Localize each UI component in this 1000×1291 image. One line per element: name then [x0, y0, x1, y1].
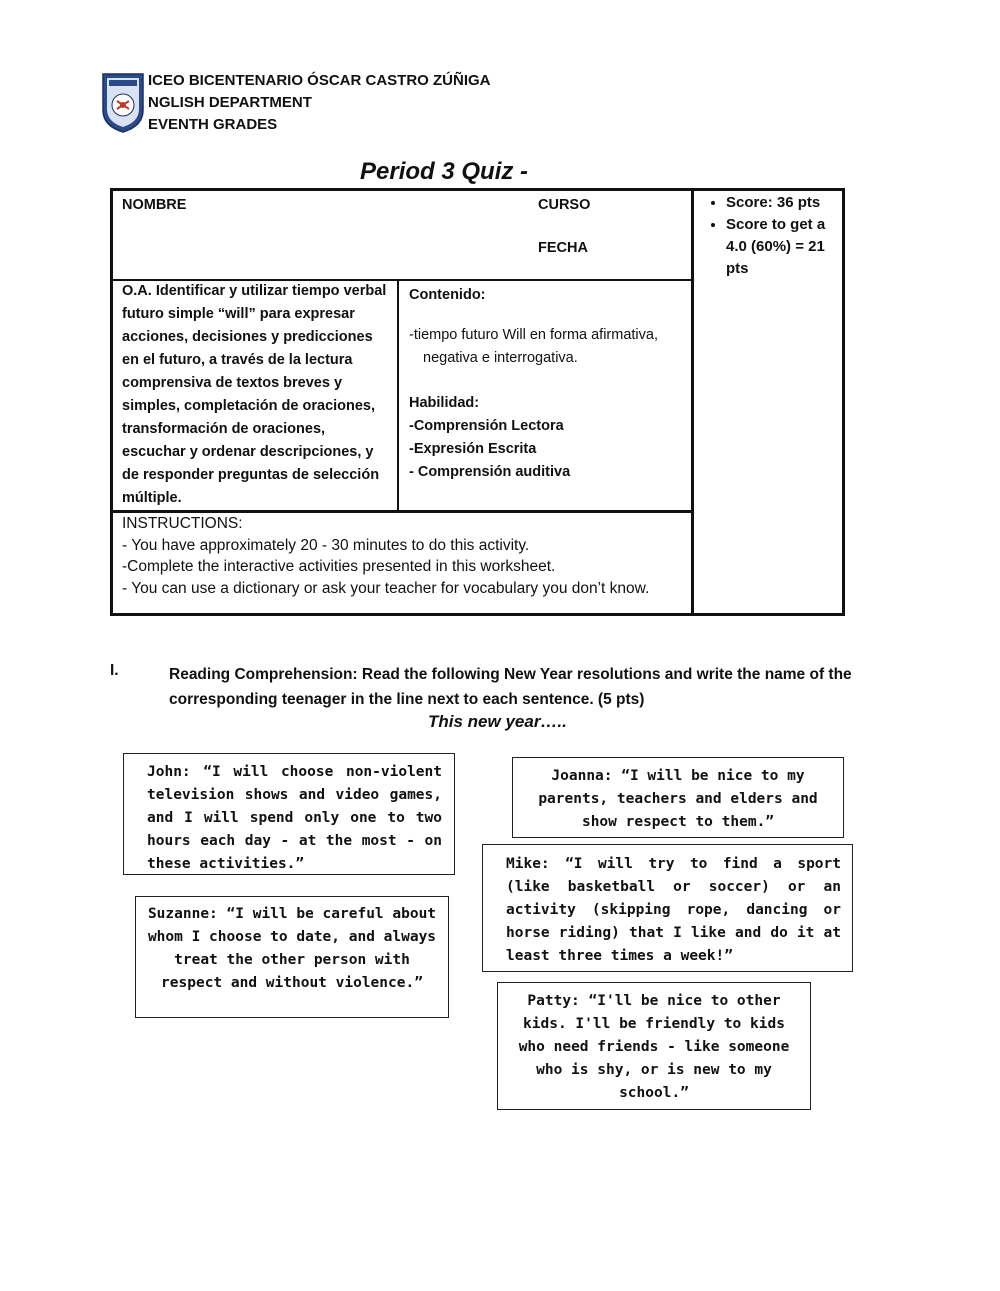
- quote-patty: Patty: “I'll be nice to other kids. I'll be friendly to kids who need friends - like someone who is shy, or is new to my school.”: [518, 993, 790, 1101]
- section-subtitle: This new year…..: [428, 712, 567, 731]
- section-instructions: Reading Comprehension: Read the following New Year resolutions and write the name of the corresponding teenager in the line next to each sentence. (5 pts): [169, 666, 852, 708]
- contenido-text: -tiempo futuro Will en forma afirmativa,: [409, 327, 658, 343]
- quote-suzanne: Suzanne: “I will be careful about whom I choose to date, and always treat the other person with respect and without violence.”: [147, 906, 437, 991]
- instruction-line: -Complete the interactive activities presented in this worksheet.: [122, 558, 556, 575]
- quote-box-joanna: [512, 757, 844, 838]
- table-divider-oa: [397, 279, 399, 512]
- habilidad-label: Habilidad:: [409, 395, 480, 411]
- section-number: I.: [110, 662, 119, 679]
- fecha-label: FECHA: [538, 240, 588, 256]
- contenido-label: Contenido:: [409, 287, 486, 303]
- contenido-text-2: negativa e interrogativa.: [423, 350, 578, 366]
- habilidad-item: -Comprensión Lectora: [409, 418, 564, 434]
- quote-box-suzanne: [135, 896, 449, 1018]
- habilidad-item: -Expresión Escrita: [409, 441, 537, 457]
- score-panel: [700, 192, 840, 280]
- quote-john: John: “I will choose non-violent television shows and video games, and I will spend only one to two hours each day - at the most - on these activities.”: [147, 764, 442, 872]
- habilidad-item: - Comprensión auditiva: [409, 464, 571, 480]
- quote-box-mike: [482, 844, 853, 972]
- score-item: • Score to get a 4.0 (60%) = 21 pts: [726, 214, 840, 280]
- grade-name: EVENTH GRADES: [148, 116, 278, 133]
- instructions-heading: INSTRUCTIONS:: [122, 515, 243, 532]
- school-logo: [100, 70, 146, 134]
- quote-mike: Mike: “I will try to find a sport (like basketball or soccer) or an activity (skipping rope, dancing or horse riding) that I like and do it at least three times a week!”: [506, 856, 841, 964]
- instruction-line: - You have approximately 20 - 30 minutes to do this activity.: [122, 536, 530, 554]
- nombre-label: NOMBRE: [122, 197, 187, 213]
- school-name: ICEO BICENTENARIO ÓSCAR CASTRO ZÚÑIGA: [148, 72, 491, 89]
- quote-box-john: [123, 753, 455, 875]
- score-item: • Score: 36 pts: [726, 192, 840, 214]
- page-title: Period 3 Quiz -: [360, 158, 529, 185]
- quote-box-patty: [497, 982, 811, 1110]
- instructions: [122, 513, 692, 599]
- quote-joanna: Joanna: “I will be nice to my parents, teachers and elders and show respect to them.”: [538, 768, 818, 830]
- department-name: NGLISH DEPARTMENT: [148, 94, 312, 111]
- curso-label: CURSO: [538, 197, 591, 213]
- content-cell: [409, 284, 689, 484]
- instruction-line: - You can use a dictionary or ask your teacher for vocabulary you don’t know.: [122, 579, 650, 597]
- objective-text: O.A. Identificar y utilizar tiempo verbal futuro simple “will” para expresar acciones, decisiones y predicciones en el futuro, a través de la lectura comprensiva de textos breves y simples, completación de oraciones, transformación de oraciones, escuchar y ordenar descripciones, y de responder preguntas de selección múltiple.: [122, 283, 387, 506]
